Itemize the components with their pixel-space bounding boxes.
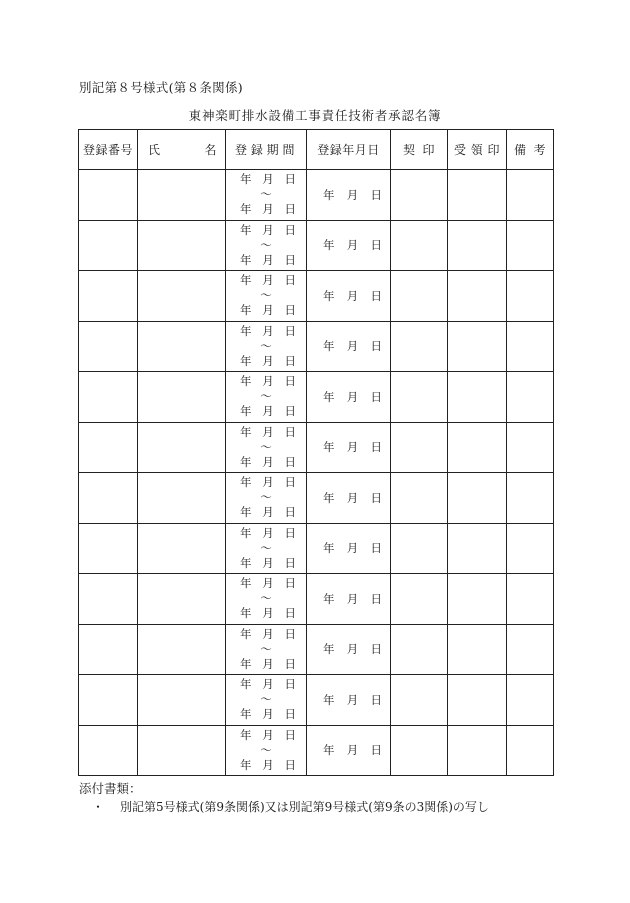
receipt-seal-cell[interactable]: [448, 675, 507, 726]
period-tilde: 〜: [260, 187, 272, 202]
period-start-date: [226, 728, 306, 743]
col-header-receipt-part: 印: [487, 143, 500, 157]
day-label: 日: [284, 576, 296, 591]
name-cell[interactable]: [138, 574, 226, 625]
notes-cell[interactable]: [507, 321, 554, 372]
registration-number-cell[interactable]: [79, 170, 138, 221]
month-label: 月: [262, 323, 274, 338]
registration-date-cell[interactable]: [307, 624, 391, 675]
period-tilde: 〜: [260, 591, 272, 606]
registration-period-cell[interactable]: [226, 523, 307, 574]
notes-cell[interactable]: [507, 574, 554, 625]
registration-date-cell[interactable]: [307, 574, 391, 625]
registration-date: [307, 692, 390, 708]
seal-cell[interactable]: [391, 422, 448, 473]
year-label: 年: [323, 642, 335, 657]
registration-date: [307, 641, 390, 657]
month-label: 月: [262, 303, 274, 318]
year-label: 年: [323, 541, 335, 556]
period-tilde: 〜: [260, 288, 272, 303]
registration-date-cell[interactable]: [307, 321, 391, 372]
header-row: [79, 130, 554, 170]
attachments-label: 添付書類：: [79, 781, 142, 796]
day-label: 日: [284, 475, 296, 490]
col-header-period: [226, 130, 307, 170]
month-label: 月: [262, 727, 274, 742]
col-header-receipt-part: 領: [470, 143, 484, 157]
day-label: 日: [370, 288, 382, 303]
year-label: 年: [240, 172, 252, 187]
receipt-seal-cell[interactable]: [448, 523, 507, 574]
table-row: [79, 372, 554, 423]
day-label: 日: [284, 273, 296, 288]
year-label: 年: [240, 353, 252, 368]
table-row: [79, 574, 554, 625]
month-label: 月: [262, 202, 274, 217]
col-header-notes-part: 考: [533, 143, 546, 157]
month-label: 月: [262, 555, 274, 570]
col-header-period-part: 期: [266, 143, 280, 157]
period-end-date: [226, 455, 306, 470]
day-label: 日: [284, 454, 296, 469]
period-start-date: [226, 374, 306, 389]
year-label: 年: [240, 555, 252, 570]
notes-cell[interactable]: [507, 725, 554, 776]
period-tilde: 〜: [260, 490, 272, 505]
month-label: 月: [262, 626, 274, 641]
day-label: 日: [284, 505, 296, 520]
registration-period-cell[interactable]: [226, 271, 307, 322]
registration-period-cell[interactable]: [226, 473, 307, 524]
registration-date: [307, 742, 390, 758]
day-label: 日: [370, 692, 382, 707]
period-end-date: [226, 303, 306, 318]
month-label: 月: [346, 187, 359, 202]
registration-date: [307, 187, 390, 203]
receipt-seal-cell[interactable]: [448, 372, 507, 423]
period-end-date: [226, 556, 306, 571]
day-label: 日: [370, 541, 382, 556]
table-row: [79, 170, 554, 221]
month-label: 月: [262, 757, 274, 772]
day-label: 日: [284, 374, 296, 389]
notes-cell[interactable]: [507, 675, 554, 726]
month-label: 月: [346, 440, 359, 455]
col-header-name: [138, 130, 226, 170]
document-title: 東神楽町排水設備工事責任技術者承認名簿: [188, 108, 442, 123]
period-start-date: [226, 172, 306, 187]
registration-date: [307, 237, 390, 253]
registration-number-cell[interactable]: [79, 523, 138, 574]
period-tilde: 〜: [260, 641, 272, 656]
name-cell[interactable]: [138, 321, 226, 372]
table-row: [79, 220, 554, 271]
registration-number-cell[interactable]: [79, 675, 138, 726]
year-label: 年: [240, 727, 252, 742]
registration-number-cell[interactable]: [79, 574, 138, 625]
period-start-date: [226, 273, 306, 288]
month-label: 月: [346, 743, 359, 758]
day-label: 日: [370, 490, 382, 505]
year-label: 年: [323, 591, 335, 606]
col-header-seal-part: 印: [422, 143, 435, 157]
day-label: 日: [284, 404, 296, 419]
year-label: 年: [323, 187, 335, 202]
registration-number-cell[interactable]: [79, 422, 138, 473]
table-row: [79, 725, 554, 776]
seal-cell[interactable]: [391, 372, 448, 423]
col-header-seal: [391, 130, 448, 170]
year-label: 年: [240, 757, 252, 772]
month-label: 月: [346, 692, 359, 707]
period-start-date: [226, 223, 306, 238]
table-row: [79, 422, 554, 473]
period-end-date: [226, 404, 306, 419]
year-label: 年: [240, 202, 252, 217]
seal-cell[interactable]: [391, 220, 448, 271]
year-label: 年: [323, 692, 335, 707]
seal-cell[interactable]: [391, 675, 448, 726]
registration-number-cell[interactable]: [79, 473, 138, 524]
period-tilde: 〜: [260, 692, 272, 707]
year-label: 年: [240, 323, 252, 338]
col-header-seal-part: 契: [403, 143, 416, 157]
month-label: 月: [346, 288, 359, 303]
col-header-name-part: 名: [204, 143, 217, 157]
year-label: 年: [240, 454, 252, 469]
seal-cell[interactable]: [391, 473, 448, 524]
registration-number-cell[interactable]: [79, 725, 138, 776]
table-row: [79, 675, 554, 726]
bullet-icon: ・: [92, 800, 105, 814]
table-row: [79, 624, 554, 675]
notes-cell[interactable]: [507, 523, 554, 574]
table-row: [79, 523, 554, 574]
table-row: [79, 321, 554, 372]
year-label: 年: [240, 475, 252, 490]
year-label: 年: [240, 252, 252, 267]
month-label: 月: [262, 475, 274, 490]
registration-date: [307, 439, 390, 455]
month-label: 月: [262, 374, 274, 389]
col-header-notes: [507, 130, 554, 170]
month-label: 月: [262, 656, 274, 671]
registration-date-cell[interactable]: [307, 271, 391, 322]
notes-cell[interactable]: [507, 624, 554, 675]
period-start-date: [226, 677, 306, 692]
period-end-date: [226, 606, 306, 621]
registration-period-cell[interactable]: [226, 220, 307, 271]
month-label: 月: [262, 576, 274, 591]
period-end-date: [226, 758, 306, 773]
seal-cell[interactable]: [391, 725, 448, 776]
col-header-registration-date: 登録年月日: [307, 130, 391, 170]
month-label: 月: [262, 424, 274, 439]
month-label: 月: [262, 454, 274, 469]
registration-date-cell[interactable]: [307, 473, 391, 524]
year-label: 年: [240, 424, 252, 439]
registration-date: [307, 389, 390, 405]
day-label: 日: [284, 626, 296, 641]
name-cell[interactable]: [138, 523, 226, 574]
name-cell[interactable]: [138, 624, 226, 675]
seal-cell[interactable]: [391, 170, 448, 221]
registration-number-cell[interactable]: [79, 372, 138, 423]
notes-cell[interactable]: [507, 473, 554, 524]
period-start-date: [226, 425, 306, 440]
name-cell[interactable]: [138, 271, 226, 322]
day-label: 日: [284, 353, 296, 368]
year-label: 年: [240, 303, 252, 318]
period-end-date: [226, 657, 306, 672]
name-cell[interactable]: [138, 422, 226, 473]
receipt-seal-cell[interactable]: [448, 624, 507, 675]
period-tilde: 〜: [260, 540, 272, 555]
day-label: 日: [370, 591, 382, 606]
year-label: 年: [240, 525, 252, 540]
period-start-date: [226, 627, 306, 642]
year-label: 年: [240, 273, 252, 288]
month-label: 月: [262, 353, 274, 368]
day-label: 日: [370, 238, 382, 253]
notes-cell[interactable]: [507, 372, 554, 423]
day-label: 日: [284, 323, 296, 338]
form-reference: 別記第８号様式(第８条関係): [79, 80, 243, 95]
year-label: 年: [323, 743, 335, 758]
period-start-date: [226, 576, 306, 591]
registration-period-cell[interactable]: [226, 372, 307, 423]
month-label: 月: [262, 404, 274, 419]
year-label: 年: [240, 222, 252, 237]
seal-cell[interactable]: [391, 321, 448, 372]
registration-date-cell[interactable]: [307, 372, 391, 423]
year-label: 年: [323, 389, 335, 404]
notes-cell[interactable]: [507, 220, 554, 271]
register-body: [79, 170, 554, 776]
name-cell[interactable]: [138, 725, 226, 776]
col-header-receipt-seal: [448, 130, 507, 170]
day-label: 日: [370, 743, 382, 758]
day-label: 日: [284, 172, 296, 187]
registration-number-cell[interactable]: [79, 624, 138, 675]
name-cell[interactable]: [138, 170, 226, 221]
receipt-seal-cell[interactable]: [448, 220, 507, 271]
period-end-date: [226, 707, 306, 722]
month-label: 月: [262, 525, 274, 540]
receipt-seal-cell[interactable]: [448, 725, 507, 776]
period-start-date: [226, 475, 306, 490]
receipt-seal-cell[interactable]: [448, 321, 507, 372]
day-label: 日: [284, 555, 296, 570]
seal-cell[interactable]: [391, 624, 448, 675]
day-label: 日: [284, 222, 296, 237]
registration-period-cell[interactable]: [226, 675, 307, 726]
period-tilde: 〜: [260, 237, 272, 252]
period-tilde: 〜: [260, 742, 272, 757]
registration-number-cell[interactable]: [79, 321, 138, 372]
month-label: 月: [346, 238, 359, 253]
col-header-notes-part: 備: [514, 143, 527, 157]
year-label: 年: [240, 404, 252, 419]
month-label: 月: [262, 505, 274, 520]
register-table: [78, 129, 554, 776]
year-label: 年: [240, 626, 252, 641]
day-label: 日: [284, 252, 296, 267]
registration-number-cell[interactable]: [79, 220, 138, 271]
period-start-date: [226, 526, 306, 541]
year-label: 年: [240, 707, 252, 722]
year-label: 年: [323, 339, 335, 354]
name-cell[interactable]: [138, 473, 226, 524]
table-row: [79, 271, 554, 322]
year-label: 年: [240, 576, 252, 591]
registration-date: [307, 338, 390, 354]
period-tilde: 〜: [260, 338, 272, 353]
seal-cell[interactable]: [391, 523, 448, 574]
attachment-text: 別記第5号様式(第9条関係)又は別記第9号様式(第9条の3関係)の写し: [120, 800, 489, 814]
month-label: 月: [346, 490, 359, 505]
month-label: 月: [346, 642, 359, 657]
col-header-receipt-part: 受: [454, 143, 467, 157]
period-tilde: 〜: [260, 439, 272, 454]
registration-number-cell[interactable]: [79, 271, 138, 322]
day-label: 日: [284, 757, 296, 772]
year-label: 年: [323, 440, 335, 455]
registration-date: [307, 288, 390, 304]
day-label: 日: [284, 677, 296, 692]
period-end-date: [226, 505, 306, 520]
col-header-name-part: 氏: [148, 143, 161, 157]
month-label: 月: [262, 606, 274, 621]
day-label: 日: [370, 440, 382, 455]
name-cell[interactable]: [138, 372, 226, 423]
year-label: 年: [240, 374, 252, 389]
day-label: 日: [370, 339, 382, 354]
month-label: 月: [262, 273, 274, 288]
col-header-registration-number: 登録番号: [79, 130, 138, 170]
name-cell[interactable]: [138, 675, 226, 726]
period-end-date: [226, 354, 306, 369]
col-header-period-part: 録: [250, 143, 264, 157]
month-label: 月: [262, 252, 274, 267]
registration-period-cell[interactable]: [226, 170, 307, 221]
registration-date: [307, 591, 390, 607]
receipt-seal-cell[interactable]: [448, 473, 507, 524]
registration-date-cell[interactable]: [307, 170, 391, 221]
registration-period-cell[interactable]: [226, 624, 307, 675]
registration-date-cell[interactable]: [307, 523, 391, 574]
period-start-date: [226, 324, 306, 339]
table-row: [79, 473, 554, 524]
day-label: 日: [284, 525, 296, 540]
registration-period-cell[interactable]: [226, 574, 307, 625]
day-label: 日: [370, 187, 382, 202]
receipt-seal-cell[interactable]: [448, 271, 507, 322]
receipt-seal-cell[interactable]: [448, 422, 507, 473]
seal-cell[interactable]: [391, 271, 448, 322]
name-cell[interactable]: [138, 220, 226, 271]
month-label: 月: [262, 172, 274, 187]
col-header-period-part: 登: [235, 143, 248, 157]
day-label: 日: [284, 727, 296, 742]
month-label: 月: [262, 677, 274, 692]
registration-date-cell[interactable]: [307, 422, 391, 473]
day-label: 日: [370, 642, 382, 657]
year-label: 年: [323, 238, 335, 253]
month-label: 月: [346, 541, 359, 556]
month-label: 月: [262, 222, 274, 237]
col-header-period-part: 間: [282, 143, 295, 157]
month-label: 月: [346, 591, 359, 606]
year-label: 年: [240, 677, 252, 692]
receipt-seal-cell[interactable]: [448, 574, 507, 625]
day-label: 日: [370, 389, 382, 404]
year-label: 年: [240, 505, 252, 520]
day-label: 日: [284, 424, 296, 439]
day-label: 日: [284, 606, 296, 621]
registration-period-cell[interactable]: [226, 422, 307, 473]
year-label: 年: [323, 288, 335, 303]
attachment-item: [92, 798, 489, 815]
period-end-date: [226, 253, 306, 268]
month-label: 月: [262, 707, 274, 722]
registration-date: [307, 490, 390, 506]
registration-period-cell[interactable]: [226, 725, 307, 776]
seal-cell[interactable]: [391, 574, 448, 625]
registration-date-cell[interactable]: [307, 725, 391, 776]
day-label: 日: [284, 303, 296, 318]
registration-date-cell[interactable]: [307, 675, 391, 726]
notes-cell[interactable]: [507, 271, 554, 322]
registration-date-cell[interactable]: [307, 220, 391, 271]
registration-period-cell[interactable]: [226, 321, 307, 372]
day-label: 日: [284, 202, 296, 217]
month-label: 月: [346, 339, 359, 354]
month-label: 月: [346, 389, 359, 404]
notes-cell[interactable]: [507, 422, 554, 473]
day-label: 日: [284, 656, 296, 671]
year-label: 年: [240, 656, 252, 671]
year-label: 年: [323, 490, 335, 505]
receipt-seal-cell[interactable]: [448, 170, 507, 221]
registration-date: [307, 540, 390, 556]
day-label: 日: [284, 707, 296, 722]
period-tilde: 〜: [260, 389, 272, 404]
year-label: 年: [240, 606, 252, 621]
notes-cell[interactable]: [507, 170, 554, 221]
period-end-date: [226, 202, 306, 217]
